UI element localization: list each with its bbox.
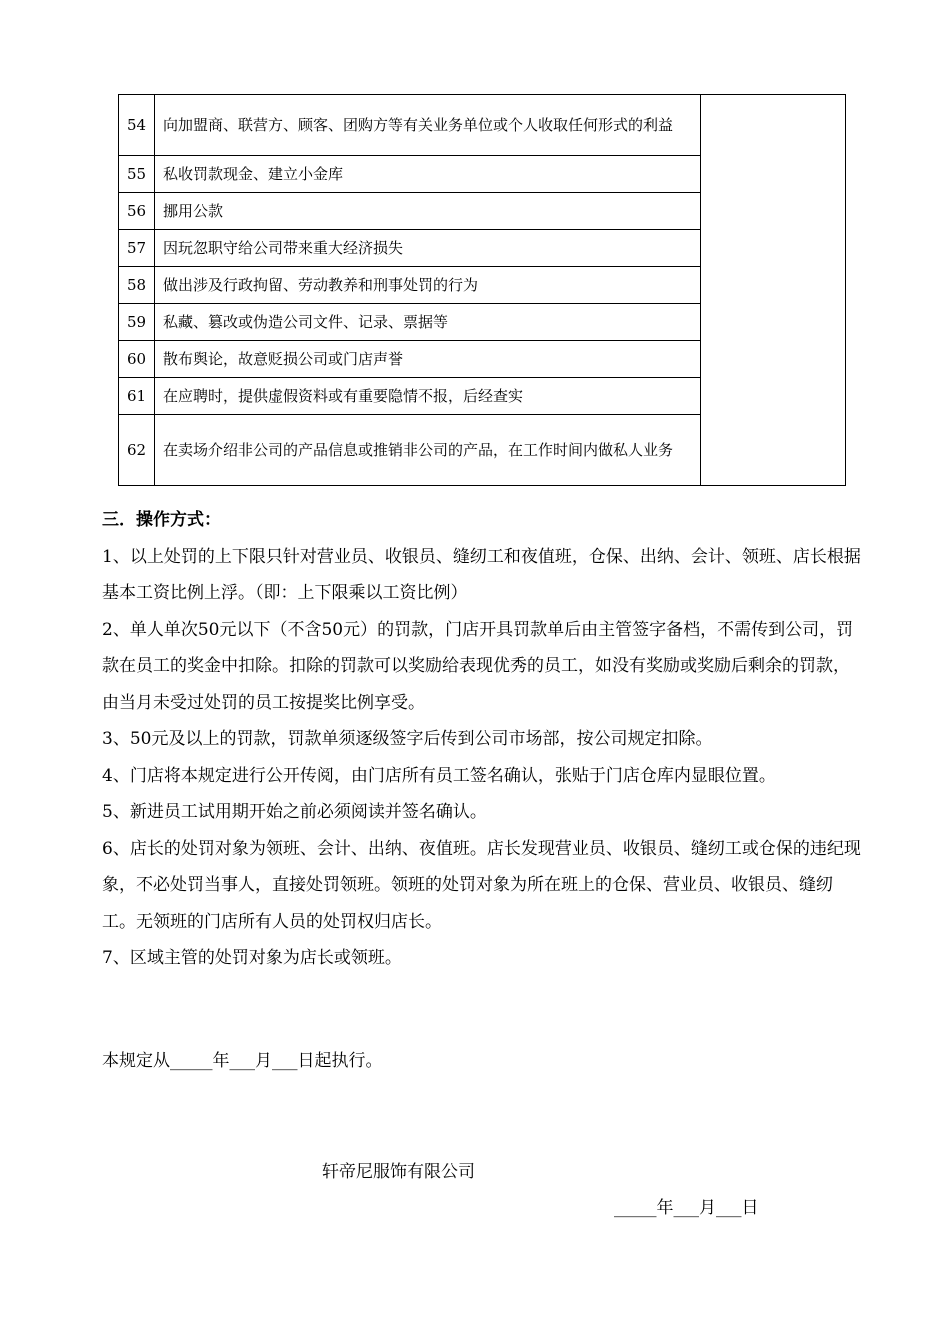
rule-number: 61 (119, 378, 155, 415)
operation-item-7: 7、区域主管的处罚对象为店长或领班。 (102, 948, 402, 968)
operation-item-2: 2、单人单次50元以下（不含50元）的罚款，门店开具罚款单后由主管签字备档，不需传到公司，罚款在员工的奖金中扣除。扣除的罚款可以奖励给表现优秀的员工，如没有奖励或奖励后剩余的罚款，由当月未受过处罚的员工按提奖比例享受。 (102, 619, 854, 713)
operation-item-5: 5、新进员工试用期开始之前必须阅读并签名确认。 (102, 802, 487, 822)
rule-description: 向加盟商、联营方、顾客、团购方等有关业务单位或个人收取任何形式的利益 (155, 95, 701, 156)
operation-item-6: 6、店长的处罚对象为领班、会计、出纳、夜值班。店长发现营业员、收银员、缝纫工或仓保的违纪现象，不必处罚当事人，直接处罚领班。领班的处罚对象为所在班上的仓保、营业员、收银员、缝纫工。无领班的门店所有人员的处罚权归店长。 (102, 838, 861, 932)
rule-number: 56 (119, 193, 155, 230)
violation-rules-table (118, 94, 846, 486)
rule-number: 54 (119, 95, 155, 156)
operation-item-1: 1、以上处罚的上下限只针对营业员、收银员、缝纫工和夜值班，仓保、出纳、会计、领班、店长根据基本工资比例上浮。（即：上下限乘以工资比例） (102, 546, 861, 603)
effective-date-line: 本规定从_____年___月___日起执行。 (102, 1051, 383, 1071)
signature-date: _____年___月___日 (614, 1198, 759, 1218)
table-row (119, 95, 846, 156)
rule-description: 在应聘时，提供虚假资料或有重要隐情不报，后经查实 (155, 378, 701, 415)
operation-item-4: 4、门店将本规定进行公开传阅，由门店所有员工签名确认，张贴于门店仓库内显眼位置。 (102, 765, 776, 786)
rule-number: 57 (119, 230, 155, 267)
rule-description: 在卖场介绍非公司的产品信息或推销非公司的产品，在工作时间内做私人业务 (155, 415, 701, 486)
rule-description: 挪用公款 (155, 193, 701, 230)
company-name: 轩帝尼服饰有限公司 (322, 1162, 475, 1182)
rule-description: 私藏、篡改或伪造公司文件、记录、票据等 (155, 304, 701, 341)
operation-item-3: 3、50元及以上的罚款，罚款单须逐级签字后传到公司市场部，按公司规定扣除。 (102, 729, 713, 749)
rule-number: 62 (119, 415, 155, 486)
section-heading: 三．操作方式： (102, 510, 221, 530)
rule-description: 散布舆论，故意贬损公司或门店声誉 (155, 341, 701, 378)
rule-description: 私收罚款现金、建立小金库 (155, 156, 701, 193)
rule-description: 因玩忽职守给公司带来重大经济损失 (155, 230, 701, 267)
operation-section (102, 502, 862, 977)
rule-number: 55 (119, 156, 155, 193)
rule-number: 59 (119, 304, 155, 341)
rule-number: 58 (119, 267, 155, 304)
rule-description: 做出涉及行政拘留、劳动教养和刑事处罚的行为 (155, 267, 701, 304)
rule-number: 60 (119, 341, 155, 378)
penalty-cell-merged (701, 95, 846, 486)
